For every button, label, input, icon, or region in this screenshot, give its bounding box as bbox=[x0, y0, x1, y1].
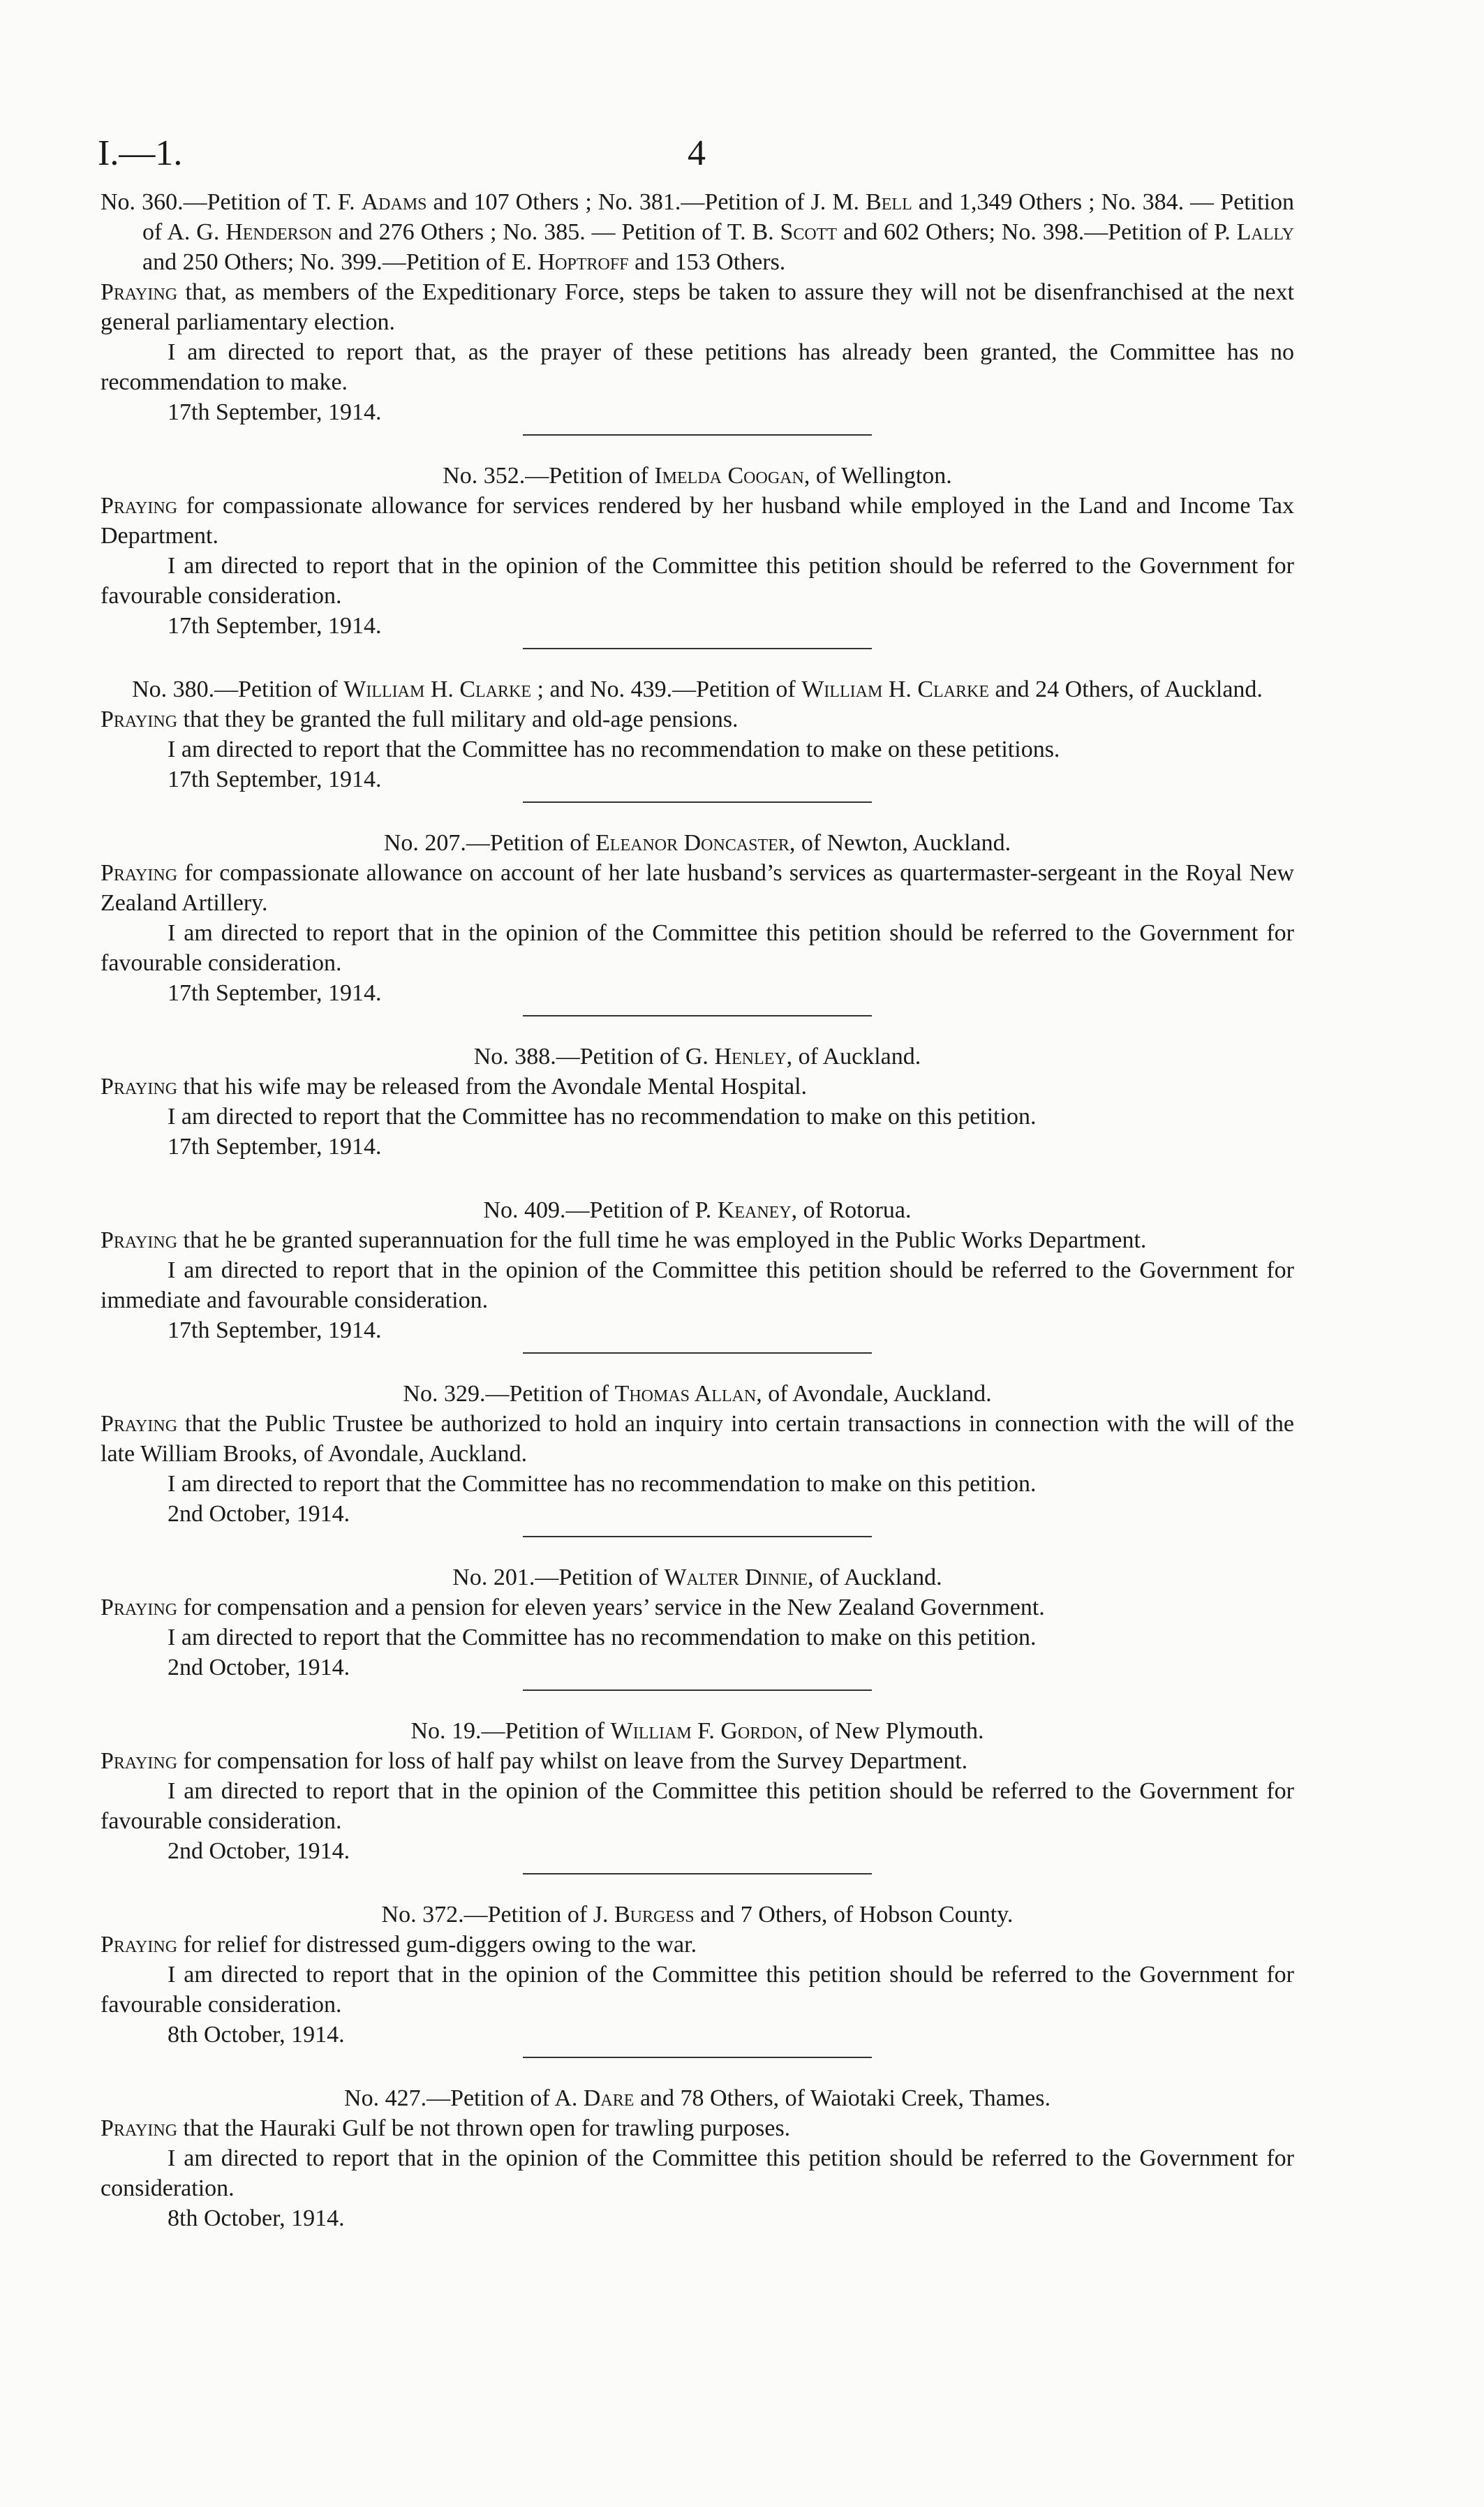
committee-report: I am directed to report that in the opinion of the Committee this petition should be referred to the Government for favourable consideration. bbox=[101, 920, 1294, 976]
petition-heading bbox=[101, 1195, 1294, 1225]
petition-entry bbox=[101, 1042, 1294, 1170]
heading-text: No. 207.—Petition of bbox=[383, 830, 596, 856]
petition-heading bbox=[101, 1042, 1294, 1072]
praying-text: for compensation for loss of half pay whilst on leave from the Survey Department. bbox=[183, 1748, 968, 1774]
praying-label: Praying bbox=[101, 860, 178, 886]
petition-heading bbox=[101, 2083, 1294, 2113]
praying-paragraph bbox=[101, 491, 1294, 551]
praying-label: Praying bbox=[101, 707, 178, 732]
praying-text: that the Public Trustee be authorized to hold an inquiry into certain transactions in connection with the will of the late William Brooks, of Avondale, Auckland. bbox=[101, 1411, 1295, 1467]
petitioner-name: Bell bbox=[866, 189, 912, 215]
committee-report: I am directed to report that in the opinion of the Committee this petition should be referred to the Government for favourable consideration. bbox=[101, 553, 1294, 609]
petition-entry bbox=[101, 461, 1294, 649]
heading-text: No. 201.—Petition of bbox=[452, 1565, 665, 1590]
report-date: 17th September, 1914. bbox=[168, 1134, 382, 1160]
heading-text: , of Wellington. bbox=[803, 463, 952, 489]
praying-label: Praying bbox=[101, 279, 178, 305]
petition-heading bbox=[101, 461, 1294, 491]
petitioner-name: William F. Gordon bbox=[610, 1718, 798, 1744]
petitioner-name: Eleanor Doncaster bbox=[595, 830, 789, 856]
report-date: 2nd October, 1914. bbox=[168, 1838, 350, 1864]
petition-entry bbox=[101, 1716, 1294, 1874]
entry-spacer bbox=[101, 1169, 1294, 1170]
heading-text: , of Avondale, Auckland. bbox=[756, 1381, 992, 1407]
committee-report: I am directed to report that in the opinion of the Committee this petition should be referred to the Government for immediate and favourable consideration. bbox=[101, 1257, 1294, 1313]
report-date: 17th September, 1914. bbox=[168, 613, 382, 639]
heading-text: No. 388.—Petition of G. bbox=[473, 1044, 715, 1070]
heading-text: ; and No. 439.—Petition of bbox=[531, 676, 802, 702]
heading-text: No. 372.—Petition of J. bbox=[381, 1902, 614, 1928]
separator-rule bbox=[523, 1015, 872, 1016]
praying-text: that the Hauraki Gulf be not thrown open for trawling purposes. bbox=[183, 2115, 791, 2141]
petitions-list bbox=[101, 187, 1294, 2267]
petitioner-name: William H. Clarke bbox=[343, 676, 532, 702]
petitioner-name: Walter Dinnie bbox=[664, 1565, 808, 1590]
petitioner-name: Dare bbox=[583, 2085, 635, 2111]
separator-rule bbox=[523, 2057, 872, 2058]
petition-heading bbox=[101, 674, 1294, 704]
praying-text: for compassionate allowance for services rendered by her husband while employed in the Land and Income Tax Department. bbox=[101, 493, 1294, 549]
praying-label: Praying bbox=[101, 1227, 178, 1253]
committee-report: I am directed to report that the Committee has no recommendation to make on this petition. bbox=[168, 1471, 1037, 1497]
heading-text: and 602 Others; No. 398.—Petition of P. bbox=[837, 219, 1237, 245]
committee-report: I am directed to report that in the opinion of the Committee this petition should be referred to the Government for favourable consideration. bbox=[101, 1962, 1294, 2018]
heading-text: No. 19.—Petition of bbox=[410, 1718, 611, 1744]
praying-text: that his wife may be released from the Avondale Mental Hospital. bbox=[183, 1074, 808, 1100]
petitioner-name: Burgess bbox=[614, 1902, 695, 1928]
petitioner-name: Imelda Coogan bbox=[654, 463, 804, 489]
praying-text: that he be granted superannuation for the full time he was employed in the Public Works Department. bbox=[183, 1227, 1147, 1253]
heading-text: No. 380.—Petition of bbox=[132, 676, 344, 702]
heading-text: and 107 Others ; No. 381.—Petition of J. M. bbox=[426, 189, 866, 215]
petition-entry bbox=[101, 1562, 1294, 1691]
report-date: 17th September, 1914. bbox=[168, 399, 382, 425]
praying-text: for relief for distressed gum-diggers owing to the war. bbox=[183, 1932, 697, 1958]
petition-heading bbox=[101, 187, 1294, 277]
petitioner-name: Lally bbox=[1236, 219, 1294, 245]
petitioner-name: William H. Clarke bbox=[801, 676, 990, 702]
praying-paragraph bbox=[101, 1592, 1294, 1622]
praying-text: for compensation and a pension for eleven years’ service in the New Zealand Government. bbox=[183, 1595, 1045, 1620]
report-date: 17th September, 1914. bbox=[168, 980, 382, 1006]
heading-text: , of New Plymouth. bbox=[797, 1718, 984, 1744]
praying-text: that they be granted the full military and old-age pensions. bbox=[183, 707, 739, 732]
petition-entry bbox=[101, 187, 1294, 436]
praying-paragraph bbox=[101, 1225, 1294, 1255]
praying-paragraph bbox=[101, 704, 1294, 734]
separator-rule bbox=[523, 434, 872, 436]
praying-label: Praying bbox=[101, 1932, 178, 1958]
petition-heading bbox=[101, 1716, 1294, 1746]
report-date: 17th September, 1914. bbox=[168, 1317, 382, 1343]
heading-text: No. 360.—Petition of T. F. bbox=[101, 189, 362, 215]
praying-paragraph bbox=[101, 277, 1294, 337]
heading-text: No. 409.—Petition of P. bbox=[483, 1197, 718, 1223]
heading-text: and 24 Others, of Auckland. bbox=[989, 676, 1263, 702]
heading-text: No. 352.—Petition of bbox=[443, 463, 655, 489]
praying-text: that, as members of the Expeditionary Force, steps be taken to assure they will not be disenfranchised at the next general parliamentary election. bbox=[101, 279, 1294, 335]
petition-heading bbox=[101, 1379, 1294, 1409]
committee-report: I am directed to report that the Committee has no recommendation to make on these petitions. bbox=[168, 737, 1060, 762]
separator-rule bbox=[523, 1352, 872, 1354]
page-number: 4 bbox=[688, 133, 706, 173]
praying-paragraph bbox=[101, 1072, 1294, 1102]
heading-text: and 1,349 Others ; No. 384. — Petition of A. G. bbox=[142, 189, 1294, 245]
praying-label: Praying bbox=[101, 1074, 178, 1100]
praying-paragraph bbox=[101, 2113, 1294, 2143]
separator-rule bbox=[523, 801, 872, 803]
entry-spacer bbox=[101, 2240, 1294, 2242]
petitioner-name: Henley bbox=[714, 1044, 787, 1070]
heading-text: and 153 Others. bbox=[628, 249, 786, 275]
committee-report: I am directed to report that the Committee has no recommendation to make on this petition. bbox=[168, 1625, 1037, 1650]
heading-text: and 7 Others, of Hobson County. bbox=[694, 1902, 1014, 1928]
petition-heading bbox=[101, 1562, 1294, 1592]
petitioner-name: Thomas Allan bbox=[614, 1381, 757, 1407]
petitioner-name: Hoptroff bbox=[537, 249, 629, 275]
heading-text: and 250 Others; No. 399.—Petition of E. bbox=[142, 249, 538, 275]
committee-report: I am directed to report that in the opinion of the Committee this petition should be referred to the Government for favourable consideration. bbox=[101, 1778, 1294, 1834]
petitioner-name: Keaney bbox=[717, 1197, 792, 1223]
committee-report: I am directed to report that the Committee has no recommendation to make on this petition. bbox=[168, 1104, 1037, 1130]
praying-paragraph bbox=[101, 1409, 1294, 1469]
heading-text: , of Newton, Auckland. bbox=[789, 830, 1011, 856]
heading-text: No. 329.—Petition of bbox=[403, 1381, 615, 1407]
praying-label: Praying bbox=[101, 1411, 178, 1437]
separator-rule bbox=[523, 1873, 872, 1874]
praying-label: Praying bbox=[101, 1748, 178, 1774]
petitioner-name: Adams bbox=[361, 189, 427, 215]
separator-rule bbox=[523, 1689, 872, 1691]
report-date: 2nd October, 1914. bbox=[168, 1501, 350, 1527]
paper-reference: I.—1. bbox=[98, 133, 183, 173]
praying-label: Praying bbox=[101, 1595, 178, 1620]
petition-entry bbox=[101, 1195, 1294, 1354]
praying-paragraph bbox=[101, 1930, 1294, 1960]
committee-report: I am directed to report that in the opinion of the Committee this petition should be referred to the Government for consideration. bbox=[101, 2145, 1294, 2201]
petitioner-name: Scott bbox=[780, 219, 838, 245]
heading-text: , of Auckland. bbox=[786, 1044, 921, 1070]
praying-label: Praying bbox=[101, 2115, 178, 2141]
petition-entry bbox=[101, 828, 1294, 1016]
report-date: 2nd October, 1914. bbox=[168, 1655, 350, 1680]
petitioner-name: Henderson bbox=[225, 219, 332, 245]
petition-entry bbox=[101, 1379, 1294, 1537]
separator-rule bbox=[523, 1536, 872, 1537]
heading-text: and 276 Others ; No. 385. — Petition of T. B. bbox=[332, 219, 780, 245]
praying-paragraph bbox=[101, 1746, 1294, 1776]
heading-text: , of Auckland. bbox=[808, 1565, 942, 1590]
report-date: 8th October, 1914. bbox=[168, 2205, 345, 2231]
petition-heading bbox=[101, 1900, 1294, 1930]
petition-entry bbox=[101, 2083, 1294, 2242]
petition-entry bbox=[101, 1900, 1294, 2058]
heading-text: and 78 Others, of Waiotaki Creek, Thames. bbox=[634, 2085, 1051, 2111]
report-date: 17th September, 1914. bbox=[168, 767, 382, 792]
heading-text: , of Rotorua. bbox=[791, 1197, 912, 1223]
heading-text: No. 427.—Petition of A. bbox=[344, 2085, 584, 2111]
praying-paragraph bbox=[101, 858, 1294, 918]
separator-rule bbox=[523, 648, 872, 649]
committee-report: I am directed to report that, as the prayer of these petitions has already been granted, the Committee has no recommendation to make. bbox=[101, 339, 1294, 395]
report-date: 8th October, 1914. bbox=[168, 2022, 345, 2048]
praying-label: Praying bbox=[101, 493, 178, 519]
petition-entry bbox=[101, 674, 1294, 803]
petition-heading bbox=[101, 828, 1294, 858]
praying-text: for compassionate allowance on account of her late husband’s services as quartermaster-sergeant in the Royal New Zealand Artillery. bbox=[101, 860, 1294, 916]
